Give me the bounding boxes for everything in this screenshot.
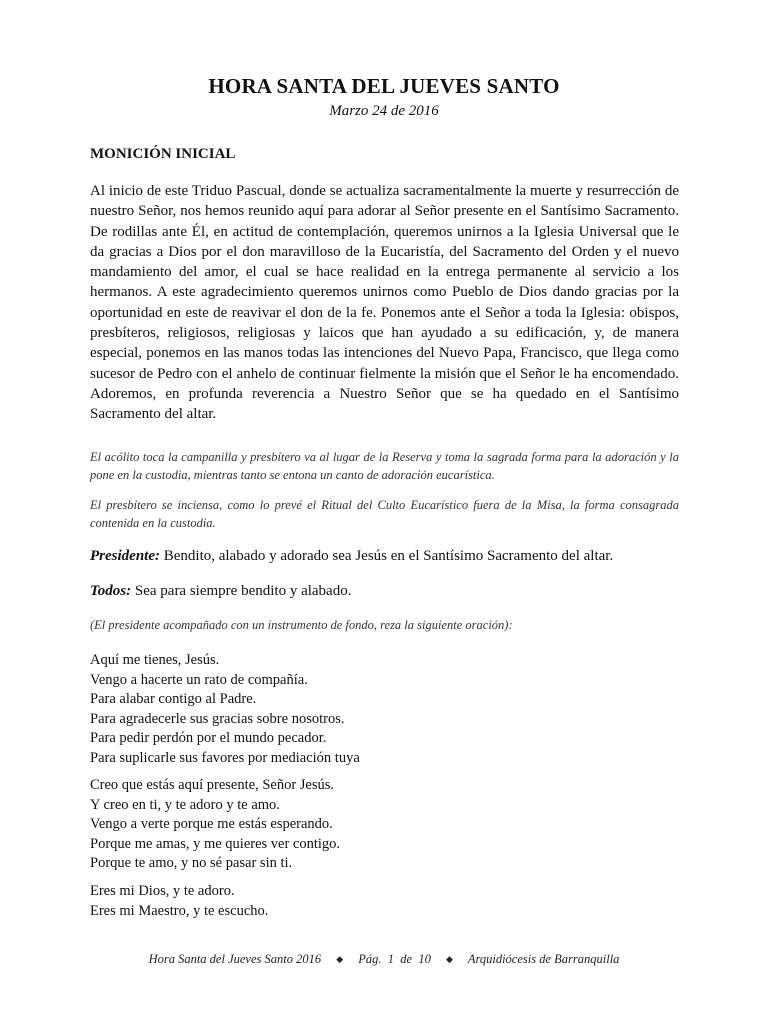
president-text: Bendito, alabado y adorado sea Jesús en el Santísimo Sacramento del altar.: [163, 548, 614, 564]
prayer-line: Vengo a verte porque me estás esperando.: [90, 816, 333, 832]
footer-page-number: 1: [387, 952, 395, 966]
prayer-line: Creo que estás aquí presente, Señor Jesús.: [90, 777, 335, 793]
diamond-separator-icon: ◆: [336, 954, 344, 964]
prayer-line: Para pedir perdón por el mundo pecador.: [90, 730, 327, 746]
intro-paragraph: Al inicio de este Triduo Pascual, donde se actualiza sacramentalmente la muerte y resurrección de nuestro Señor, nos hemos reunido aquí para adorar al Señor presente en el Santísimo Sacramento. De rodillas ante Él, en actitud de contemplación, queremos unirnos a la Iglesia Universal que le da gracias a Dios por el don maravilloso de la Eucaristía, del Sacramento del Orden y el nuevo mandamiento del amor, el cual se hace realidad en la entrega permanente al servicio a los hermanos. A este agradecimiento queremos unirnos como Pueblo de Dios dando gracias por la oportunidad en este de reavivar el don de la fe. Ponemos ante el Señor a toda la Iglesia: obispos, presbíteros, religiosos, religiosas y laicos que han ayudado a su edificación, y, de manera especial, ponemos en las manos todas las intenciones del Nuevo Papa, Francisco, que llega como sucesor de Pedro con el anhelo de continuar fielmente la misión que el Señor le ha encomendado. Adoremos, en profunda reverencia a Nuestro Señor que se ha quedado en el Santísimo Sacramento del altar.: [90, 183, 679, 423]
prayer-line: Para agradecerle sus gracias sobre nosotros.: [90, 710, 345, 727]
prayer-line: Para suplicarle sus favores por mediación tuya: [90, 749, 360, 766]
footer-page-of: de: [400, 952, 413, 966]
page-title: HORA SANTA DEL JUEVES SANTO: [208, 74, 560, 98]
prayer-stanza-2: [90, 776, 590, 874]
footer-page-total: 10: [418, 952, 431, 966]
rubric-incense: El presbítero se inciensa, como lo prevé el Ritual del Culto Eucarístico fuera de la Misa, la forma consagrada contenida en la custodia.: [90, 498, 679, 530]
prayer-line: Eres mi Dios, y te adoro.: [90, 883, 235, 899]
page-footer: [0, 952, 768, 967]
prayer-line: Porque te amo, y no sé pasar sin ti.: [90, 855, 293, 871]
prayer-line: Para alabar contigo al Padre.: [90, 691, 257, 707]
prayer-stanza-3: [90, 882, 590, 921]
president-line: [90, 548, 690, 565]
section-heading: MONICIÓN INICIAL: [90, 146, 236, 162]
prayer-line: Vengo a hacerte un rato de compañía.: [90, 671, 308, 688]
page-date: Marzo 24 de 2016: [329, 103, 439, 119]
footer-organization: Arquidiócesis de Barranquilla: [467, 952, 620, 966]
all-text: Sea para siempre bendito y alabado.: [134, 583, 352, 599]
prayer-line: Aquí me tienes, Jesús.: [90, 652, 220, 668]
all-label: Todos:: [90, 583, 132, 599]
diamond-separator-icon: ◆: [445, 954, 453, 964]
prayer-stanza-1: [90, 651, 590, 768]
prayer-line: Y creo en ti, y te adoro y te amo.: [90, 796, 280, 813]
prayer-line: Eres mi Maestro, y te escucho.: [90, 902, 269, 919]
prayer-line: Porque me amas, y me quieres ver contigo.: [90, 835, 341, 852]
president-label: Presidente:: [90, 548, 160, 564]
rubric-acolyte: El acólito toca la campanilla y presbítero va al lugar de la Reserva y toma la sagrada forma para la adoración y la pone en la custodia, mientras tanto se entona un canto de adoración eucarística.: [90, 450, 679, 482]
footer-page-label: Pág.: [358, 952, 382, 966]
footer-document-title: Hora Santa del Jueves Santo 2016: [148, 952, 322, 966]
all-response-line: [90, 583, 690, 600]
rubric-prayer-instruction: (El presidente acompañado con un instrumento de fondo, reza la siguiente oración):: [90, 618, 513, 632]
